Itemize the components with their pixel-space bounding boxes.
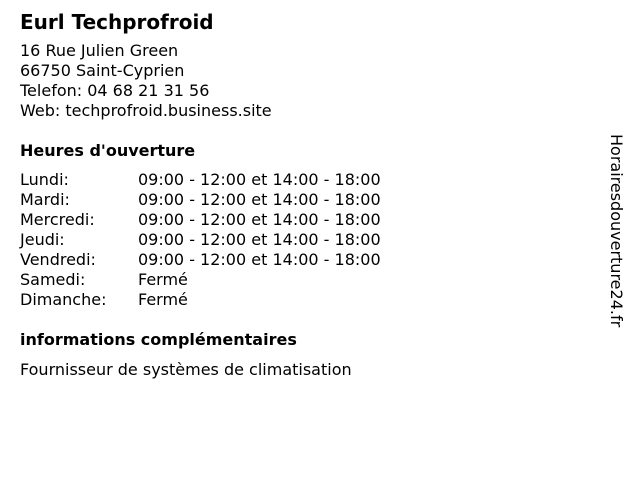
day-hours: Fermé [138, 290, 188, 309]
hours-row-thursday [20, 230, 600, 250]
day-hours: 09:00 - 12:00 et 14:00 - 18:00 [138, 190, 381, 209]
day-label: Mardi: [20, 190, 70, 209]
hours-row-friday [20, 250, 600, 270]
hours-row-sunday [20, 290, 600, 310]
day-hours: 09:00 - 12:00 et 14:00 - 18:00 [138, 250, 381, 269]
day-label: Lundi: [20, 170, 69, 189]
address-city: 66750 Saint-Cyprien [20, 61, 185, 80]
day-label: Vendredi: [20, 250, 96, 269]
hours-row-wednesday [20, 210, 600, 230]
day-label: Samedi: [20, 270, 86, 289]
site-watermark: Horairesdouverture24.fr [607, 134, 626, 328]
day-hours: Fermé [138, 270, 188, 289]
phone-number: Telefon: 04 68 21 31 56 [20, 81, 210, 100]
additional-info-heading: informations complémentaires [20, 330, 297, 349]
address-street: 16 Rue Julien Green [20, 41, 179, 60]
hours-row-monday [20, 170, 600, 190]
day-label: Mercredi: [20, 210, 95, 229]
hours-row-saturday [20, 270, 600, 290]
website: Web: techprofroid.business.site [20, 101, 272, 120]
opening-hours-list [20, 170, 600, 310]
business-card [20, 10, 600, 380]
day-hours: 09:00 - 12:00 et 14:00 - 18:00 [138, 230, 381, 249]
day-hours: 09:00 - 12:00 et 14:00 - 18:00 [138, 210, 381, 229]
opening-hours-heading: Heures d'ouverture [20, 141, 196, 160]
day-label: Jeudi: [20, 230, 65, 249]
day-hours: 09:00 - 12:00 et 14:00 - 18:00 [138, 170, 381, 189]
business-name: Eurl Techprofroid [20, 10, 214, 34]
hours-row-tuesday [20, 190, 600, 210]
day-label: Dimanche: [20, 290, 107, 309]
additional-info-text: Fournisseur de systèmes de climatisation [20, 360, 352, 379]
